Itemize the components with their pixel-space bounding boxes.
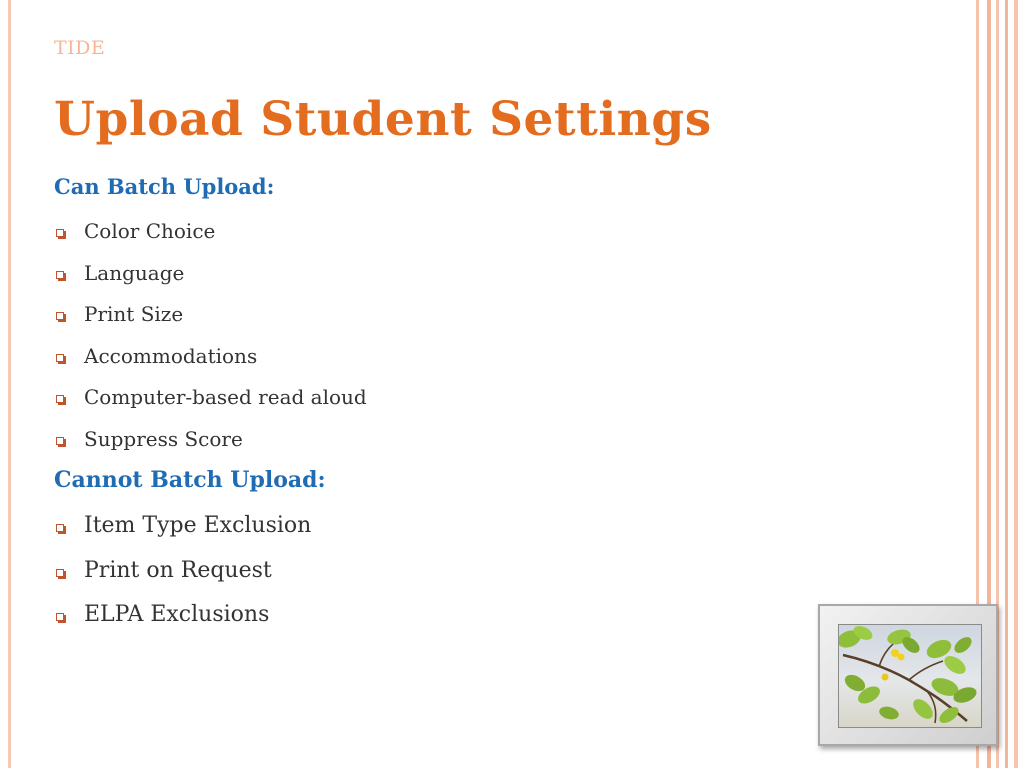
leaf-branch-illustration bbox=[839, 625, 981, 727]
list-item-label: Item Type Exclusion bbox=[84, 513, 312, 538]
list-item-label: Suppress Score bbox=[84, 426, 243, 451]
cannot-batch-upload-list bbox=[54, 510, 311, 644]
list-item-label: Accommodations bbox=[84, 343, 258, 368]
square-bullet-icon bbox=[56, 271, 64, 279]
right-border-stripe bbox=[1014, 0, 1018, 768]
square-bullet-icon bbox=[56, 524, 64, 532]
section-heading-cannot-batch-upload: Cannot Batch Upload: bbox=[54, 467, 326, 493]
list-item bbox=[54, 341, 367, 383]
list-item-label: ELPA Exclusions bbox=[84, 602, 270, 627]
square-bullet-icon bbox=[56, 613, 64, 621]
list-item bbox=[54, 382, 367, 424]
list-item bbox=[54, 424, 367, 466]
square-bullet-icon bbox=[56, 229, 64, 237]
list-item-label: Print on Request bbox=[84, 557, 272, 583]
left-border-line bbox=[8, 0, 11, 768]
list-item bbox=[54, 555, 311, 600]
square-bullet-icon bbox=[56, 569, 64, 577]
list-item bbox=[54, 258, 367, 300]
square-bullet-icon bbox=[56, 312, 64, 320]
list-item bbox=[54, 299, 367, 341]
list-item-label: Color Choice bbox=[84, 219, 216, 243]
list-item bbox=[54, 510, 311, 555]
oak-leaves-photo bbox=[838, 624, 982, 728]
picture-frame bbox=[818, 604, 998, 746]
slide-title: Upload Student Settings bbox=[54, 92, 712, 147]
list-item bbox=[54, 216, 367, 258]
square-bullet-icon bbox=[56, 437, 64, 445]
section-heading-can-batch-upload: Can Batch Upload: bbox=[54, 174, 275, 199]
square-bullet-icon bbox=[56, 354, 64, 362]
header-label: TIDE bbox=[54, 37, 106, 59]
right-border-stripe bbox=[1005, 0, 1008, 768]
list-item-label: Print Size bbox=[84, 302, 184, 327]
square-bullet-icon bbox=[56, 395, 64, 403]
list-item-label: Computer-based read aloud bbox=[84, 385, 367, 410]
can-batch-upload-list bbox=[54, 216, 367, 466]
list-item bbox=[54, 599, 311, 644]
list-item-label: Language bbox=[84, 260, 185, 285]
